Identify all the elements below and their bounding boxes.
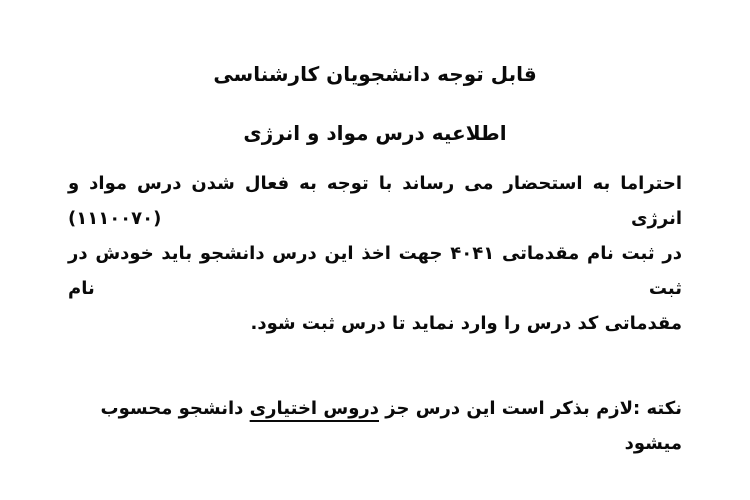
notice-subtitle: اطلاعیه درس مواد و انرژی [243,121,507,145]
note-text-prefix: نکته :لازم بذکر است این درس جز [379,398,682,419]
notice-title: قابل توجه دانشجویان کارشناسی [213,62,537,86]
body-line-2: در ثبت نام مقدماتی ۴۰۴۱ جهت اخذ این درس دانشجو باید خودش در ثبت نام [68,243,682,299]
notice-body [68,166,682,341]
notice-note [68,391,682,461]
body-line-3: مقدماتی کد درس را وارد نماید تا درس ثبت شود. [250,313,682,334]
note-text-suffix: دانشجو محسوب میشود [100,398,682,454]
note-underlined-phrase: دروس اختیاری [249,398,379,419]
body-line-1: احتراما به استحضار می رساند با توجه به فعال شدن درس مواد و انرژی (۱۱۱۰۰۷۰) [68,173,682,229]
